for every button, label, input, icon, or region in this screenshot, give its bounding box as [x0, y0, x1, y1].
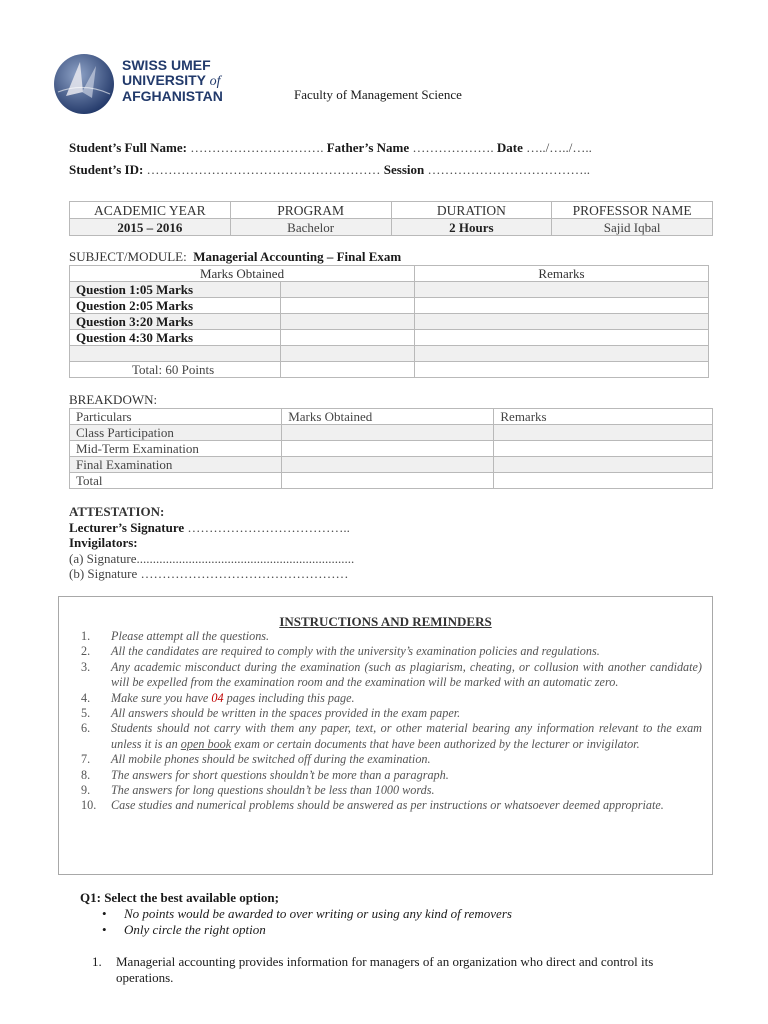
- student-id-field[interactable]: ………………………………………………: [143, 162, 381, 177]
- instruction-text: All the candidates are required to comply with the university’s examination policies and regulations.: [111, 644, 600, 659]
- item-number: 8.: [81, 767, 91, 782]
- remarks-cell[interactable]: [415, 346, 709, 362]
- table-row: [70, 473, 713, 489]
- item-number: 7.: [81, 752, 91, 767]
- table-row: [70, 330, 709, 346]
- list-item: [81, 629, 702, 644]
- instructions-title: INSTRUCTIONS AND REMINDERS: [279, 614, 492, 629]
- breakdown-title: BREAKDOWN:: [69, 392, 158, 407]
- academic-info-table: [69, 201, 713, 236]
- instruction-text: All mobile phones should be switched off during the examination.: [111, 752, 431, 767]
- header-remarks: Remarks: [494, 409, 713, 425]
- instruction-text: Case studies and numerical problems should be answered as per instructions or whatsoever deemed appropriate.: [111, 798, 664, 813]
- instruction-text: [111, 691, 702, 706]
- table-row: [70, 441, 713, 457]
- item-number: 9.: [81, 783, 91, 798]
- student-name-line: [69, 140, 592, 156]
- item-number: 1.: [81, 629, 91, 643]
- particular-label: Final Examination: [70, 457, 282, 473]
- academic-info-value-row: [70, 219, 713, 236]
- lecturer-signature-field[interactable]: ………………………………..: [184, 519, 350, 535]
- remarks-cell[interactable]: [415, 282, 709, 298]
- value-program: Bachelor: [230, 219, 391, 236]
- marks-cell[interactable]: [280, 362, 414, 378]
- remarks-cell[interactable]: [494, 441, 713, 457]
- marks-cell[interactable]: [280, 330, 414, 346]
- question-text: Managerial accounting provides information for managers of an organization who direct and control its operations.: [116, 954, 654, 985]
- faculty-title: Faculty of Management Science: [294, 87, 462, 102]
- remarks-cell[interactable]: [415, 330, 709, 346]
- student-name-field[interactable]: ………………………….: [186, 140, 324, 155]
- marks-table: [69, 265, 709, 378]
- list-item: [81, 752, 702, 767]
- remarks-cell[interactable]: [415, 362, 709, 378]
- question-1-title: Q1: Select the best available option;: [80, 890, 279, 905]
- table-row: [70, 425, 713, 441]
- marks-cell[interactable]: [282, 425, 494, 441]
- remarks-header: Remarks: [415, 266, 709, 282]
- student-name-label: Student’s Full Name:: [69, 140, 187, 155]
- header-professor-name: PROFESSOR NAME: [552, 202, 713, 219]
- university-logo: [52, 52, 252, 116]
- list-item: [81, 783, 702, 798]
- marks-cell[interactable]: [280, 298, 414, 314]
- header-duration: DURATION: [391, 202, 552, 219]
- item-number: 5.: [81, 706, 91, 721]
- instruction-text: The answers for short questions shouldn’t be more than a paragraph.: [111, 767, 449, 782]
- particular-label: Mid-Term Examination: [70, 441, 282, 457]
- total-row: [70, 362, 709, 378]
- marks-cell[interactable]: [282, 457, 494, 473]
- list-item: [81, 691, 702, 706]
- header-academic-year: ACADEMIC YEAR: [70, 202, 231, 219]
- instruction-text-tail: exam or certain documents that have been authorized by the lecturer or invigilator.: [231, 736, 640, 751]
- subject-label: SUBJECT/MODULE:: [69, 249, 187, 264]
- total-points-label: Total: 60 Points: [70, 362, 281, 378]
- question-item-1: [92, 954, 704, 986]
- attestation-section: [69, 504, 354, 582]
- table-row: [70, 457, 713, 473]
- instructions-box: [58, 596, 713, 875]
- marks-obtained-header: Marks Obtained: [70, 266, 415, 282]
- list-item: [81, 768, 702, 783]
- item-number: 1.: [92, 954, 102, 969]
- marks-cell[interactable]: [282, 473, 494, 489]
- date-field[interactable]: …../…../…..: [522, 140, 592, 155]
- marks-cell[interactable]: [282, 441, 494, 457]
- item-number: 6.: [81, 721, 91, 736]
- academic-info-header-row: [70, 202, 713, 219]
- header-program: PROGRAM: [230, 202, 391, 219]
- invigilators-label: Invigilators:: [69, 535, 138, 550]
- value-academic-year: 2015 – 2016: [70, 219, 231, 236]
- instruction-text-head: Students should not carry with them any paper, text, or other material bearing any information relevant to the exam unless it is an: [111, 721, 702, 751]
- list-item: [81, 706, 702, 721]
- signature-b-field[interactable]: (b) Signature …………………………………………: [69, 566, 349, 581]
- marks-cell[interactable]: [280, 346, 414, 362]
- logo-line-2: [122, 73, 223, 89]
- instructions-list: [81, 629, 702, 814]
- remarks-cell[interactable]: [494, 425, 713, 441]
- value-duration: 2 Hours: [391, 219, 552, 236]
- list-item: • Only circle the right option: [102, 922, 512, 938]
- logo-wordmark: [122, 58, 223, 104]
- instruction-text-head: Make sure you have: [111, 690, 209, 705]
- date-label: Date: [496, 140, 523, 155]
- globe-logo-icon: [52, 52, 116, 116]
- session-field[interactable]: ………………………………..: [424, 162, 590, 177]
- session-label: Session: [383, 162, 425, 177]
- attestation-title: ATTESTATION:: [69, 504, 165, 519]
- list-item: [81, 644, 702, 659]
- page-count-highlight: 04: [211, 690, 224, 705]
- table-row: [70, 282, 709, 298]
- instruction-text-tail: pages including this page.: [223, 690, 355, 705]
- breakdown-table: [69, 408, 713, 489]
- remarks-cell[interactable]: [415, 314, 709, 330]
- student-id-label: Student’s ID:: [69, 162, 144, 177]
- value-professor-name: Sajid Iqbal: [552, 219, 713, 236]
- remarks-cell[interactable]: [415, 298, 709, 314]
- question-label: Question 1:05 Marks: [70, 282, 281, 298]
- logo-line-1: SWISS UMEF: [122, 57, 211, 73]
- empty-cell: [70, 346, 281, 362]
- question-label: Question 2:05 Marks: [70, 298, 281, 314]
- item-number: 2.: [81, 644, 91, 659]
- signature-a-field[interactable]: (a) Signature...................................................................: [69, 550, 355, 566]
- breakdown-header-row: [70, 409, 713, 425]
- marks-cell[interactable]: [280, 282, 414, 298]
- list-item: [81, 721, 702, 752]
- header-marks-obtained: Marks Obtained: [282, 409, 494, 425]
- particular-label: Class Participation: [70, 425, 282, 441]
- question-label: Question 3:20 Marks: [70, 314, 281, 330]
- father-name-field[interactable]: ……………….: [409, 140, 494, 155]
- table-row: [70, 314, 709, 330]
- remarks-cell[interactable]: [494, 473, 713, 489]
- list-item: • No points would be awarded to over writing or using any kind of removers: [102, 906, 512, 922]
- question-1-notes: [102, 906, 512, 938]
- student-id-line: [69, 162, 590, 178]
- instruction-text: The answers for long questions shouldn’t be less than 1000 words.: [111, 783, 435, 798]
- instruction-text: Any academic misconduct during the examination (such as plagiarism, cheating, or collusion with another candidate) will be expelled from the examination room and the examination will be marked with an automatic zero.: [111, 659, 702, 690]
- logo-university: UNIVERSITY: [122, 72, 206, 88]
- instruction-text: [111, 721, 702, 752]
- subject-line: [69, 249, 401, 265]
- list-item: [81, 798, 702, 813]
- logo-line-3: AFGHANISTAN: [122, 88, 223, 104]
- item-number: 10.: [81, 798, 97, 813]
- instruction-text: Please attempt all the questions.: [111, 629, 270, 643]
- marks-cell[interactable]: [280, 314, 414, 330]
- item-number: 3.: [81, 659, 91, 674]
- father-name-label: Father’s Name: [326, 140, 410, 155]
- remarks-cell[interactable]: [494, 457, 713, 473]
- lecturer-signature-label: Lecturer’s Signature: [69, 519, 185, 535]
- open-book-text: open book: [180, 736, 232, 751]
- question-label: Question 4:30 Marks: [70, 330, 281, 346]
- list-item: [81, 660, 702, 691]
- particular-label: Total: [70, 473, 282, 489]
- item-number: 4.: [81, 690, 91, 705]
- logo-of: of: [209, 74, 221, 89]
- instruction-text: All answers should be written in the spaces provided in the exam paper.: [111, 706, 461, 721]
- table-row: [70, 346, 709, 362]
- table-row: [70, 298, 709, 314]
- marks-header-row: [70, 266, 709, 282]
- header-particulars: Particulars: [70, 409, 282, 425]
- subject-value: Managerial Accounting – Final Exam: [193, 249, 402, 264]
